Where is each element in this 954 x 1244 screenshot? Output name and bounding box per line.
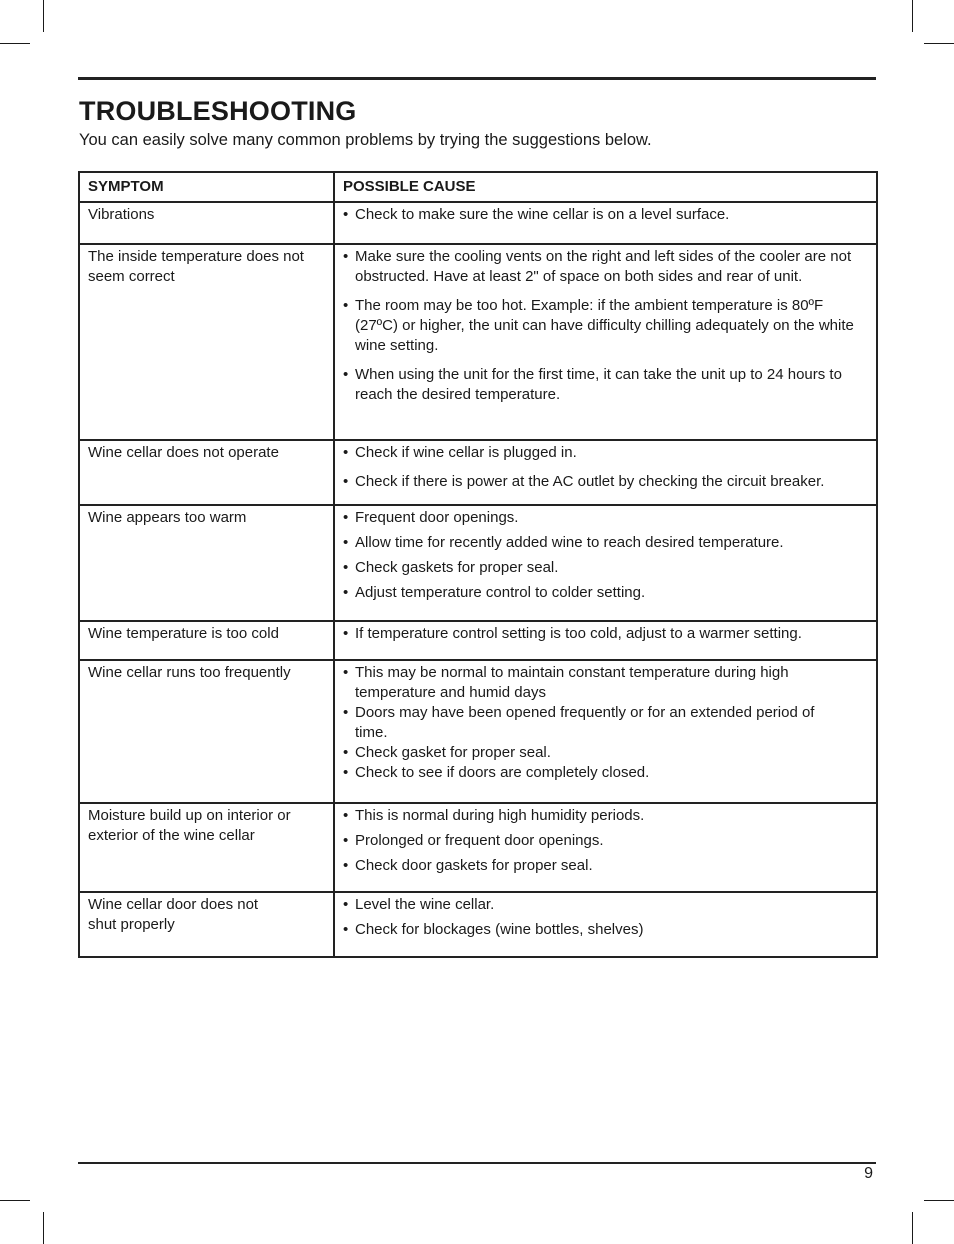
column-header-possible-cause: POSSIBLE CAUSE <box>334 172 877 202</box>
cause-item: • This is normal during high humidity periods. <box>343 807 645 824</box>
table-row <box>79 505 877 621</box>
cause-item: • Check gaskets for proper seal. <box>343 559 559 576</box>
table-row <box>79 440 877 505</box>
causes-cell <box>334 660 877 803</box>
cause-item: • Allow time for recently added wine to reach desired temperature. <box>343 534 784 551</box>
table-row <box>79 803 877 892</box>
causes-cell <box>334 803 877 892</box>
symptom-cell: Wine appears too warm <box>79 505 334 621</box>
column-header-symptom: SYMPTOM <box>79 172 334 202</box>
symptom-cell: The inside temperature does not seem correct <box>79 244 334 440</box>
causes-cell <box>334 244 877 440</box>
page-subtitle: You can easily solve many common problems by trying the suggestions below. <box>79 131 652 149</box>
cause-item: • Frequent door openings. <box>343 509 519 526</box>
bottom-rule <box>78 1162 876 1164</box>
cause-item: • When using the unit for the first time, it can take the unit up to 24 hours to reach the desired temperature. <box>343 366 842 403</box>
cause-item: • Check gasket for proper seal. <box>343 744 551 761</box>
cause-item: • The room may be too hot. Example: if the ambient temperature is 80ºF (27ºC) or higher, the unit can have difficulty chilling adequately on the white wine setting. <box>343 297 854 354</box>
crop-mark <box>912 0 913 32</box>
page-number: 9 <box>864 1165 873 1182</box>
crop-mark <box>43 1212 44 1244</box>
crop-mark <box>924 1200 954 1201</box>
troubleshooting-table <box>78 171 878 958</box>
causes-cell <box>334 202 877 244</box>
crop-mark <box>0 43 30 44</box>
cause-item: • Check to make sure the wine cellar is on a level surface. <box>343 206 730 223</box>
crop-mark <box>43 0 44 32</box>
cause-item: • Adjust temperature control to colder setting. <box>343 584 646 601</box>
page-title: TROUBLESHOOTING <box>79 96 357 126</box>
cause-item: • Prolonged or frequent door openings. <box>343 832 604 849</box>
cause-item: • Level the wine cellar. <box>343 896 495 913</box>
symptom-cell: Wine temperature is too cold <box>79 621 334 660</box>
cause-item: • Check door gaskets for proper seal. <box>343 857 593 874</box>
causes-cell <box>334 440 877 505</box>
cause-item: • Make sure the cooling vents on the right and left sides of the cooler are not obstructed. Have at least 2" of space on both sides and rear of unit. <box>343 248 852 285</box>
crop-mark <box>924 43 954 44</box>
cause-item: • Check if wine cellar is plugged in. <box>343 444 577 461</box>
crop-mark <box>0 1200 30 1201</box>
table-row <box>79 202 877 244</box>
cause-item: • Doors may have been opened frequently or for an extended period of time. <box>343 704 815 741</box>
cause-item: • Check for blockages (wine bottles, shelves) <box>343 921 644 938</box>
crop-mark <box>912 1212 913 1244</box>
cause-item: • If temperature control setting is too cold, adjust to a warmer setting. <box>343 625 802 642</box>
table-row <box>79 660 877 803</box>
cause-item: • Check if there is power at the AC outlet by checking the circuit breaker. <box>343 473 825 490</box>
symptom-cell: Moisture build up on interior or exterior of the wine cellar <box>79 803 334 892</box>
table-row <box>79 621 877 660</box>
symptom-cell: Vibrations <box>79 202 334 244</box>
causes-cell <box>334 621 877 660</box>
cause-item: • Check to see if doors are completely closed. <box>343 764 650 781</box>
table-row <box>79 244 877 440</box>
causes-cell <box>334 505 877 621</box>
symptom-cell: Wine cellar does not operate <box>79 440 334 505</box>
cause-item: • This may be normal to maintain constant temperature during high temperature and humid days <box>343 664 789 701</box>
causes-cell <box>334 892 877 957</box>
table-header-row <box>79 172 877 202</box>
top-rule <box>78 77 876 80</box>
symptom-cell: Wine cellar door does not shut properly <box>79 892 334 957</box>
symptom-cell: Wine cellar runs too frequently <box>79 660 334 803</box>
table-row <box>79 892 877 957</box>
